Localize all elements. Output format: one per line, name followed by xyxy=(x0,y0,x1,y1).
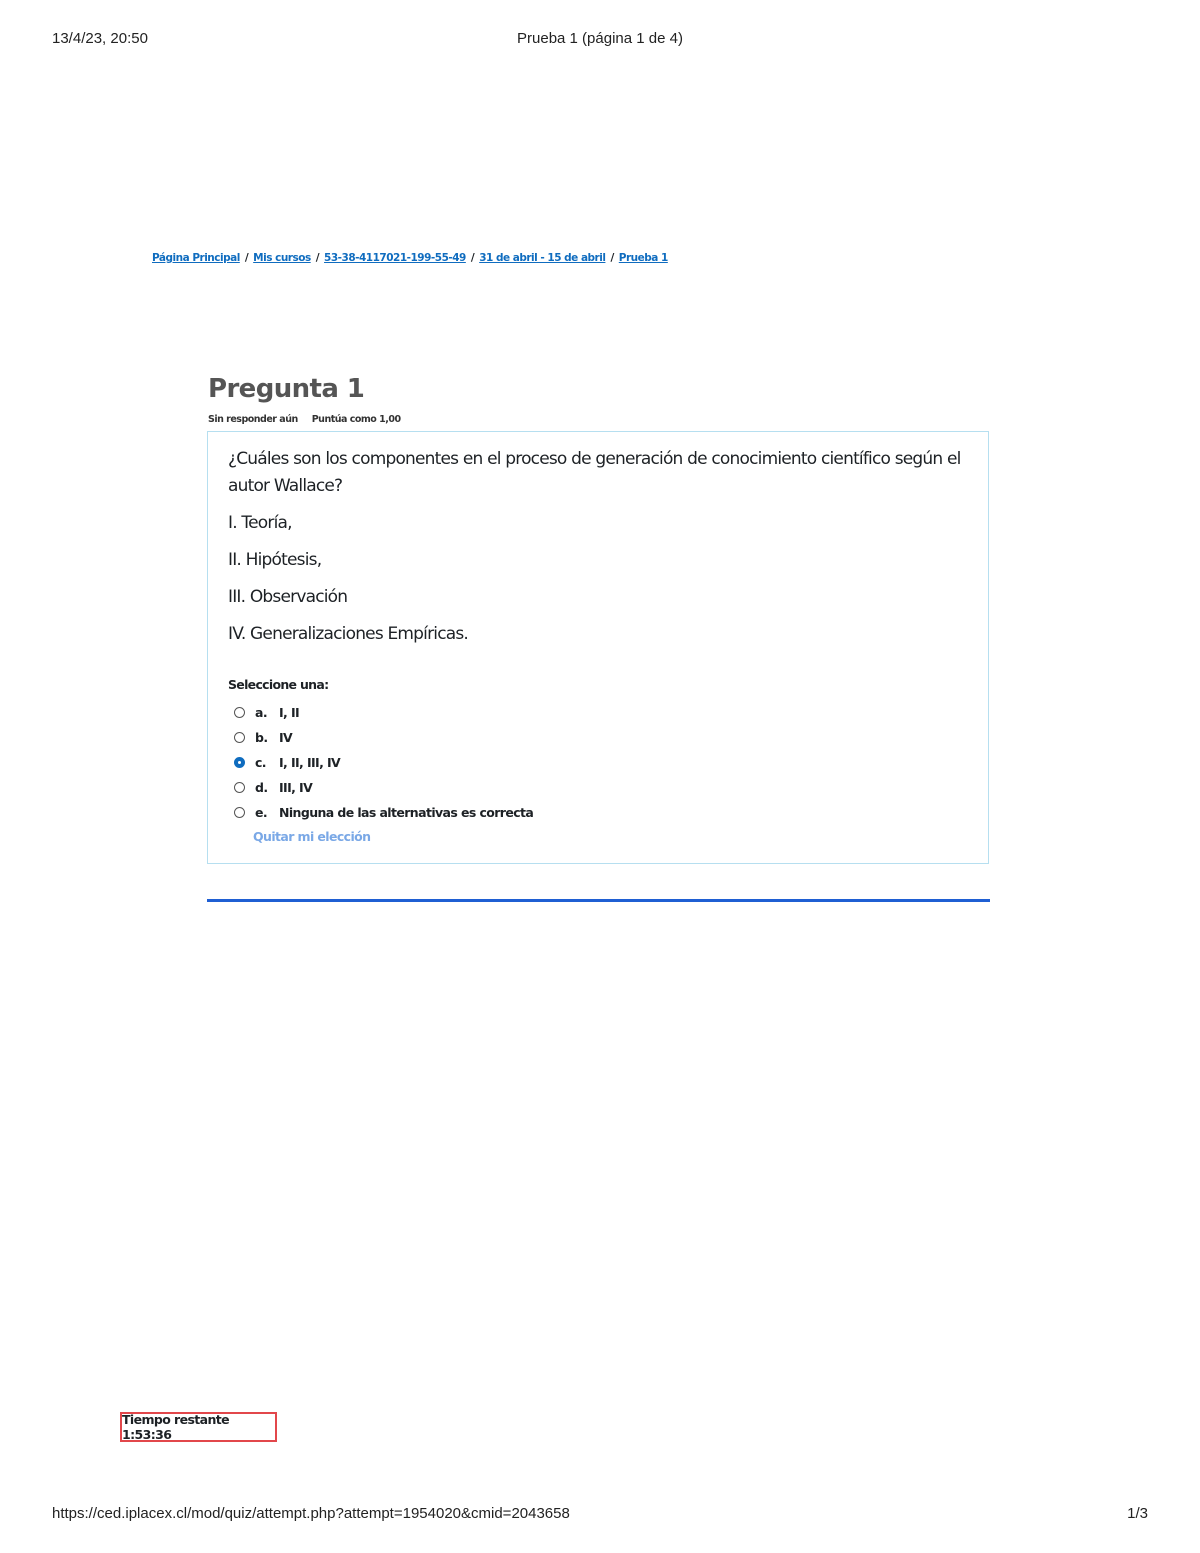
question-box xyxy=(207,431,989,864)
question-title: Pregunta 1 xyxy=(208,374,365,404)
question-item: II. Hipótesis, xyxy=(228,550,322,570)
answer-letter: a. xyxy=(255,705,267,720)
breadcrumb-separator: / xyxy=(470,252,475,264)
answer-text: IV xyxy=(279,730,293,745)
answer-text: III, IV xyxy=(279,780,313,795)
answer-option-e[interactable] xyxy=(234,800,533,825)
answer-list xyxy=(234,700,533,825)
breadcrumb-separator: / xyxy=(610,252,614,264)
clear-choice-link[interactable]: Quitar mi elección xyxy=(253,829,371,844)
breadcrumb-separator: / xyxy=(244,252,249,264)
radio-button[interactable] xyxy=(234,707,245,718)
print-page-number: 1/3 xyxy=(1127,1505,1148,1522)
answer-letter: e. xyxy=(255,805,268,820)
breadcrumb-my-courses[interactable]: Mis cursos xyxy=(253,252,311,264)
answer-letter: c. xyxy=(255,755,266,770)
print-url: https://ced.iplacex.cl/mod/quiz/attempt.php?attempt=1954020&cmid=2043658 xyxy=(52,1505,570,1522)
question-text-area xyxy=(228,446,968,658)
question-score: Puntúa como 1,00 xyxy=(311,414,401,425)
breadcrumb-home[interactable]: Página Principal xyxy=(152,252,240,264)
question-meta xyxy=(208,414,401,425)
answer-text: I, II, III, IV xyxy=(279,755,341,770)
question-status: Sin responder aún xyxy=(208,414,298,425)
answer-letter: b. xyxy=(255,730,268,745)
answer-option-a[interactable] xyxy=(234,700,533,725)
radio-button[interactable] xyxy=(234,807,245,818)
breadcrumb-section[interactable]: 31 de abril - 15 de abril xyxy=(479,252,606,264)
question-item: I. Teoría, xyxy=(228,513,292,533)
breadcrumb-separator: / xyxy=(315,252,320,264)
radio-button[interactable] xyxy=(234,732,245,743)
breadcrumb xyxy=(152,252,668,264)
question-item: III. Observación xyxy=(228,587,348,607)
breadcrumb-quiz[interactable]: Prueba 1 xyxy=(618,252,668,264)
question-text: ¿Cuáles son los componentes en el proceso de generación de conocimiento científico según el autor Wallace? xyxy=(228,449,961,496)
print-datetime: 13/4/23, 20:50 xyxy=(52,30,148,47)
print-title: Prueba 1 (página 1 de 4) xyxy=(517,30,683,47)
question-item: IV. Generalizaciones Empíricas. xyxy=(228,624,469,644)
answer-option-b[interactable] xyxy=(234,725,533,750)
radio-button[interactable] xyxy=(234,782,245,793)
answer-text: I, II xyxy=(279,705,300,720)
answer-option-d[interactable] xyxy=(234,775,533,800)
select-label: Seleccione una: xyxy=(228,677,329,692)
breadcrumb-course[interactable]: 53-38-4117021-199-55-49 xyxy=(324,252,466,264)
radio-button-checked[interactable] xyxy=(234,757,245,768)
time-remaining: Tiempo restante 1:53:36 xyxy=(120,1412,277,1442)
answer-option-c[interactable] xyxy=(234,750,533,775)
divider xyxy=(207,899,990,902)
answer-text: Ninguna de las alternativas es correcta xyxy=(279,805,534,820)
print-header xyxy=(0,30,1200,50)
answer-letter: d. xyxy=(255,780,268,795)
print-footer xyxy=(0,1505,1200,1525)
